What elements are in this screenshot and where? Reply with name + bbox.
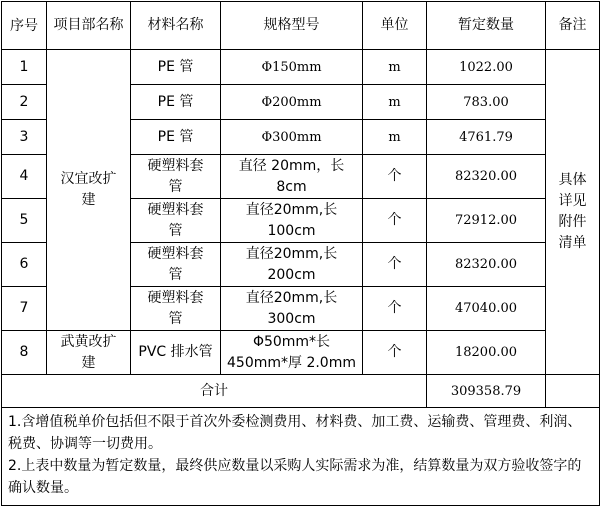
unit-cell: 个 [363,331,427,375]
total-remark-cell [546,375,600,408]
material-cell: PVC 排水管 [131,331,221,375]
seq-cell: 6 [2,243,47,287]
seq-cell: 2 [2,85,47,120]
seq-cell: 7 [2,287,47,331]
unit-cell: m [363,50,427,85]
material-table [1,1,600,506]
material-cell: 硬塑料套管 [131,155,221,199]
remark-cell: 具体详见附件清单 [546,50,600,375]
unit-cell: 个 [363,155,427,199]
qty-cell: 82320.00 [427,155,546,199]
total-row [2,375,600,408]
spec-cell: Φ200mm [221,85,363,120]
qty-cell: 82320.00 [427,243,546,287]
spec-cell: Φ300mm [221,120,363,155]
unit-cell: m [363,85,427,120]
qty-cell: 47040.00 [427,287,546,331]
project-cell-hanyi: 汉宜改扩建 [47,50,131,331]
seq-cell: 3 [2,120,47,155]
qty-cell: 1022.00 [427,50,546,85]
note-line-1: 1.含增值税单价包括但不限于首次外委检测费用、材料费、加工费、运输费、管理费、利润、税费、协调等一切费用。 [8,414,582,452]
total-label: 合计 [2,375,427,408]
seq-cell: 4 [2,155,47,199]
header-qty: 暂定数量 [427,2,546,50]
unit-cell: 个 [363,199,427,243]
spec-cell: 直径20mm,长200cm [221,243,363,287]
material-cell: 硬塑料套管 [131,287,221,331]
notes-cell [2,408,600,506]
header-material: 材料名称 [131,2,221,50]
table-row [2,331,600,375]
seq-cell: 5 [2,199,47,243]
spec-cell: 直径20mm,长100cm [221,199,363,243]
header-unit: 单位 [363,2,427,50]
seq-cell: 1 [2,50,47,85]
qty-cell: 72912.00 [427,199,546,243]
qty-cell: 783.00 [427,85,546,120]
seq-cell: 8 [2,331,47,375]
spec-cell: Φ50mm*长 450mm*厚 2.0mm [221,331,363,375]
qty-cell: 18200.00 [427,331,546,375]
header-row [2,2,600,50]
spec-cell: 直径 20mm，长 8cm [221,155,363,199]
material-cell: PE 管 [131,120,221,155]
unit-cell: 个 [363,243,427,287]
material-cell: PE 管 [131,85,221,120]
unit-cell: m [363,120,427,155]
spec-cell: 直径20mm,长300cm [221,287,363,331]
header-project: 项目部名称 [47,2,131,50]
qty-cell: 4761.79 [427,120,546,155]
material-cell: 硬塑料套管 [131,243,221,287]
material-cell: PE 管 [131,50,221,85]
project-cell-wuhuang: 武黄改扩建 [47,331,131,375]
note-line-2: 2.上表中数量为暂定数量，最终供应数量以采购人实际需求为准，结算数量为双方验收签字的确认数量。 [8,458,582,496]
notes-row [2,408,600,506]
spec-cell: Φ150mm [221,50,363,85]
unit-cell: 个 [363,287,427,331]
table-row [2,50,600,85]
material-cell: 硬塑料套管 [131,199,221,243]
total-value: 309358.79 [427,375,546,408]
header-remark: 备注 [546,2,600,50]
header-seq: 序号 [2,2,47,50]
header-spec: 规格型号 [221,2,363,50]
